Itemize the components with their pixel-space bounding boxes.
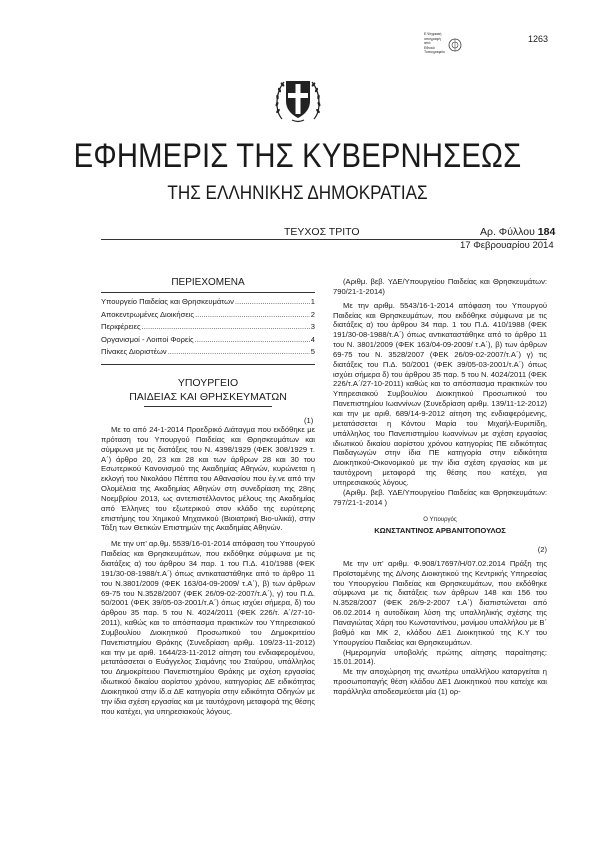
toc-item: Αποκεντρωμένες Διοικήσεις ..... 2: [101, 310, 315, 323]
issue-type: ΤΕΥΧΟΣ ΤΡΙΤΟ: [284, 226, 360, 238]
section-number: (2): [537, 545, 547, 555]
digital-signature-stamp: [424, 32, 464, 66]
stamp-line: Ε.Ψηφιακή: [424, 32, 442, 36]
ministry-line1: ΥΠΟΥΡΓΕΙΟ: [177, 377, 239, 389]
stamp-line: Τυπογραφείο: [424, 50, 445, 55]
paragraph: Με την υπ' αρ.θμ. 5539/16-01-2014 απόφαση του Υπουργού Παιδείας και Θρησκευμάτων, που εκδόθηκε σύμφωνα με τις διατάξεις α) του άρθρου 34 παρ. 1 του Π.Δ. 410/1988 (ΦΕΚ 191/30-08-1988/τ.Α΄) όπως αντικαταστάθηκε από το άρθρο 11 του Ν.3801/2009 (ΦΕΚ 163/04-09-2009/ τ.Α΄), β) των άρθρων 69-75 του Ν.3528/2007 (ΦΕΚ 26/09-02-2007/τ.Α΄), γ) του Π.Δ. 50/2001 (ΦΕΚ 39/05-03-2001/τ.Α΄) όπως ισχύει σήμερα, δ) του άρθρου 35 παρ. 5 του Ν. 4024/2011 (ΦΕΚ 226/τ. Α΄/27-10-2011), καθώς και το απόσπασμα πρακτικών του Υπηρεσιακού Συμβουλίου Διοικητικού Προσωπικού του Δημοκριτείου Πανεπιστημίου Θράκης (Συνεδρίαση αριθμ. 109/23-11-2012) και την με αριθ. 1644/23-11-2012 αίτηση του ενδιαφερομένου, μετατάσσεται ο Ευάγγελος Σιαμάνης του Σταύρου, υπάλληλος του Δημοκρίτειου Πανεπιστημίου Θράκης με σχέση εργασίας ιδιωτικού δικαίου αορίστου χρόνου, κατηγορίας ΔΕ ειδικότητας Διοικητικού στην ίδ.α ΔΕ κατηγορία στην ειδικότητα Οδηγών με την ίδια σχέση εργασίας και με ταυτόχρονη μεταφορά της θέσης που κατέχει, για υπηρεσιακούς λόγους.: [101, 539, 315, 716]
stamp-line: Εθνικό: [424, 45, 435, 50]
stamp-line: από: [424, 41, 431, 46]
sheet-label: Αρ. Φύλλου: [480, 226, 535, 238]
sheet-number: [480, 226, 555, 238]
gazette-title: ΕΦΗΜΕΡΙΣ ΤΗΣ ΚΥΒΕΡΝΗΣΕΩΣ: [73, 137, 522, 175]
toc-bottom-rule: [101, 364, 315, 365]
paragraph: Με την υπ' αριθμ. Φ.908/17697/Η/07.02.2014 Πράξη της Προϊσταμένης της Δ/νσης Διοικητικού της Κεντρικής Υπηρεσίας του Υπουργείου Παιδείας και Θρησκευμάτων, που εκδόθηκε σύμφωνα με τις διατάξεις των άρθρων 148 και 156 του Ν.3528/2007 (ΦΕΚ 26/9-2-2007 τ.Α΄) διαπιστώνεται από 06.02.2014 η αυτοδίκαιη λύση της υπαλληλικής σχέσης της Παναγιώτας Χάρη του Κωνσταντίνου, μονίμου υπαλλήλου με Β΄ βαθμό και ΜΚ 2, κλάδου ΔΕ1 Διοικητικού της Κ.Υ του Υπουργείου Παιδείας και Θρησκευμάτων.: [333, 558, 547, 647]
paragraph: Με την αποχώρηση της ανωτέρω υπαλλήλου καταργείται η προσωποπαγής θέση κλάδου ΔΕ1 Διοικητικού που κατείχε και παράλληλα αποδεσμεύεται μία (1) ορ-: [333, 667, 547, 696]
paragraph: (Ημερομηνία υποβολής πρώτης αίτησης παραίτησης: 15.01.2014).: [333, 647, 547, 667]
paragraph: Με το από 24-1-2014 Προεδρικό Διάταγμα που εκδόθηκε με πρόταση του Υπουργού Παιδείας και Θρησκευμάτων και σύμφωνα με τις διατάξεις του Ν. 4398/1929 (ΦΕΚ 308/1929 τ. Α΄) άρθρο 20, 23 και 28 και των άρθρων 28 και 30 του Εσωτερικού Κανονισμού της Ακαδημίας Αθηνών, κυρώνεται η εκλογή του Νικολάου Πέππα του Αθανασίου που έγ.νε από την Ολομέλεια της Ακαδημίας Αθηνών στη συνεδρίαση της 28ης Νοεμβρίου 2013, ως αντεπιστέλλοντος μέλους της Ακαδημίας από Έλληνες του εξωτερικού στον κλάδο της ευρύτερης επιστήμης του Χημικού Μηχανικού (Βιοιατρική Βιο-υλικά), στην Τάξη των Θετικών Επιστημών της Ακαδημίας Αθηνών.: [101, 425, 315, 533]
toc-item: Οργανισμοί - Λοιποί Φορείς ..... 4: [101, 335, 315, 348]
gazette-subtitle: ΤΗΣ ΕΛΛΗΝΙΚΗΣ ΔΗΜΟΚΡΑΤΙΑΣ: [167, 183, 428, 204]
right-column: [333, 277, 547, 697]
signature-caption: Ο Υπουργός: [423, 517, 457, 524]
seal-icon: [448, 38, 462, 52]
toc-item: Υπουργείο Παιδείας και Θρησκευμάτων ..... 1: [101, 297, 315, 310]
stamp-line: υπογραφή: [424, 36, 441, 41]
left-column: [101, 425, 315, 716]
toc-item: Περιφέρειες ..... 3: [101, 322, 315, 335]
toc-title: ΠΕΡΙΕΧΟΜΕΝΑ: [171, 277, 245, 288]
paragraph: (Αριθμ. βεβ. ΥΔΕ/Υπουργείου Παιδείας και Θρησκευμάτων: 790/21-1-2014): [333, 277, 547, 296]
paragraph: Με την αριθμ. 5543/16-1-2014 απόφαση του Υπουργού Παιδείας και Θρησκευμάτων, που εκδόθηκε σύμφωνα με τις διατάξεις α) του άρθρου 34 παρ. 1 του Π.Δ. 410/1988 (ΦΕΚ 191/30-08-1988/τ.Α΄) όπως αντικαταστάθηκε από το άρθρο 11 του Ν. 3801/2009 (ΦΕΚ 163/04-09-2009/ τ.Α΄), β) των άρθρων 69-75 του Ν. 3528/2007 (ΦΕΚ 26/09-02-2007/τ.Α΄) γ) τις διατάξεις του Π.Δ. 50/2001 (ΦΕΚ 39/05-03-2001/τ.Α΄) όπως ισχύει σήμερα δ) του άρθρου 35 παρ. 5 του Ν. 4024/2011 (ΦΕΚ 226/τ.Α΄/27-10-2011) καθώς και το απόσπασμα πρακτικών του Υπηρεσιακού Συμβουλίου Διοικητικού Προσωπικού του Πανεπιστημίου Ιωαννίνων (Συνεδρίαση αριθμ. 139/11-12-2012) και την με αριθ. 689/14-9-2012 αίτηση της ενδιαφερόμενης, μετατάσσεται η Κόντου Μαρία του Μιχαήλ-Ευριπίδη, υπάλληλος του Πανεπιστημίου Ιωαννίνων με σχέση εργασίας ιδιωτικού δικαίου αορίστου χρόνου κατηγορίας ΠΕ ειδικότητας Παιδαγωγών στην ίδια ΠΕ κατηγορία στην ειδικότητα Διοικητικού-Οικονομικού με την ίδια σχέση εργασίας και με ταυτόχρονη μεταφορά της θέσης που κατέχει, για υπηρεσιακούς λόγους.: [333, 300, 547, 487]
sheet-number-value: 184: [537, 226, 556, 238]
toc-top-rule: [101, 292, 315, 293]
paragraph: (Αριθμ. βεβ. ΥΔΕ/Υπουργείου Παιδείας και Θρησκευμάτων: 797/21-1-2014 ): [333, 487, 547, 507]
issue-date: 17 Φεβρουαρίου 2014: [460, 240, 554, 251]
section-number: (1): [304, 416, 314, 425]
ministry-line2: ΠΑΙΔΕΙΑΣ ΚΑΙ ΘΡΗΣΚΕΥΜΑΤΩΝ: [129, 391, 287, 403]
ministry-underline: [144, 406, 272, 407]
signature-name: ΚΩΝΣΤΑΝΤΙΝΟΣ ΑΡΒΑΝΙΤΟΠΟΥΛΟΣ: [374, 526, 506, 536]
ministry-heading: [101, 376, 315, 404]
table-of-contents: [101, 297, 315, 360]
coat-of-arms-icon: [272, 73, 324, 125]
toc-item: Πίνακες Διοριστέων ..... 5: [101, 347, 315, 360]
page-number: 1263: [528, 34, 549, 44]
